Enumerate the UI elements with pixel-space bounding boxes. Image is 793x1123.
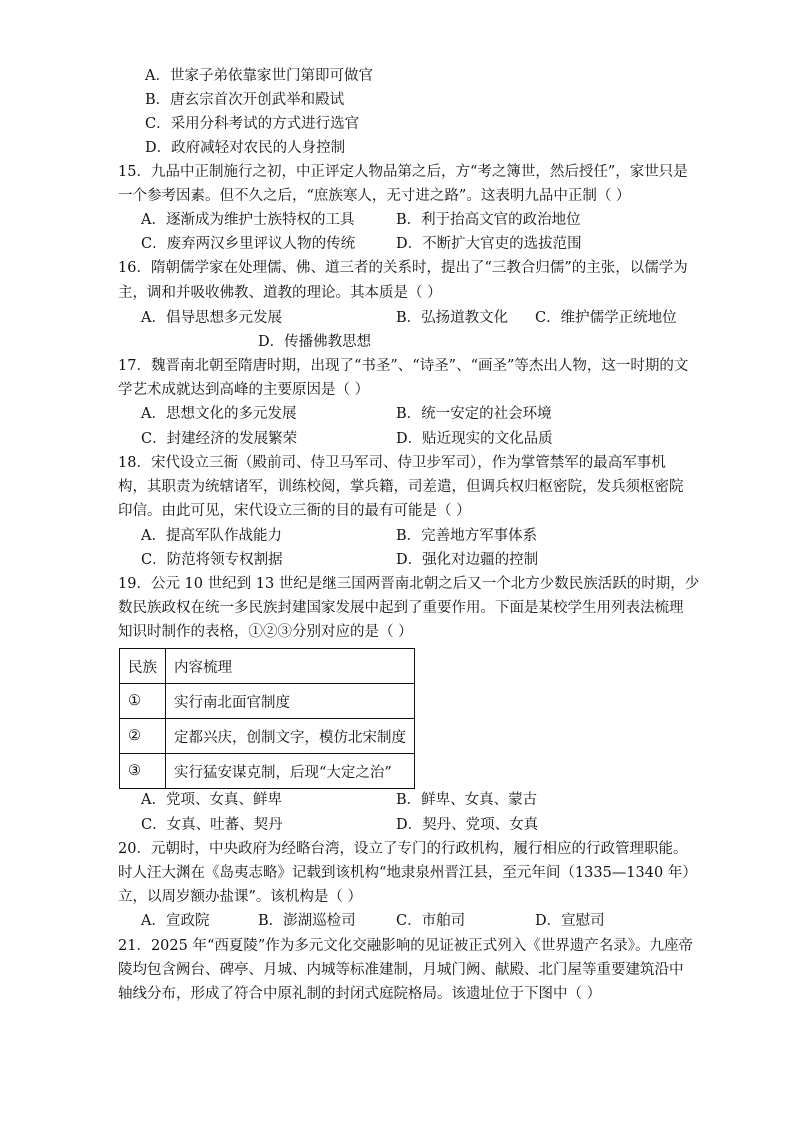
q19-knowledge-table [119,648,415,789]
table-header-ethnic-group: 民族 [120,649,166,684]
q20-option-b[interactable]: B．澎湖巡检司 [258,913,356,929]
q16-option-d[interactable]: D．传播佛教思想 [258,334,372,350]
q14-option-d[interactable]: D．政府减轻对农民的人身控制 [145,140,346,156]
q20-stem-line-3: 立，以周岁额办盐课”。该机构是（ ） [118,889,363,905]
q14-option-a[interactable]: A．世家子弟依靠家世门第即可做官 [145,68,373,84]
q15-option-d[interactable]: D．不断扩大官吏的选拔范围 [396,236,582,252]
table-cell-marker: ① [120,684,166,719]
q16-option-c[interactable]: C．维护儒学正统地位 [535,310,677,326]
q21-stem-line-1: 21．2025 年“西夏陵”作为多元文化交融影响的见证被正式列入《世界遗产名录》。九座帝 [118,938,694,954]
q19-stem-line-3: 知识时制作的表格，①②③分别对应的是（ ） [118,624,413,640]
q14-option-b[interactable]: B．唐玄宗首次开创武举和殿试 [145,92,345,108]
q19-option-b[interactable]: B．鲜卑、女真、蒙古 [396,792,538,808]
q16-stem-line-1: 16．隋朝儒学家在处理儒、佛、道三者的关系时，提出了“三教合归儒”的主张，以儒学为 [118,260,688,276]
table-header-row [120,649,415,684]
q21-stem-line-3: 轴线分布，形成了符合中原礼制的封闭式庭院格局。该遗址位于下图中（ ） [118,986,602,1002]
q17-option-b[interactable]: B．统一安定的社会环境 [396,406,552,422]
q20-option-a[interactable]: A．宣政院 [141,913,210,929]
q18-option-a[interactable]: A．提高军队作战能力 [141,528,282,544]
q18-option-c[interactable]: C．防范将领专权割据 [141,552,283,568]
q20-option-c[interactable]: C．市舶司 [396,913,466,929]
q19-stem-line-2: 数民族政权在统一多民族封建国家发展中起到了重要作用。下面是某校学生用列表法梳理 [118,600,684,616]
q18-stem-line-3: 印信。由此可见，宋代设立三衙的目的最有可能是（ ） [118,503,471,519]
q17-stem-line-2: 学艺术成就达到高峰的主要原因是（ ） [118,382,370,398]
q18-option-b[interactable]: B．完善地方军事体系 [396,528,538,544]
q17-stem-line-1: 17．魏晋南北朝至隋唐时期，出现了“书圣”、“诗圣”、“画圣”等杰出人物，这一时期的文 [118,358,689,374]
table-row [120,754,415,789]
table-cell-content: 定都兴庆，创制文字，模仿北宋制度 [166,719,415,754]
q14-option-c[interactable]: C．采用分科考试的方式进行选官 [145,116,360,132]
q21-stem-line-2: 陵均包含阙台、碑亭、月城、内城等标准建制，月城门阙、献殿、北门屋等重要建筑沿中 [118,962,684,978]
q18-stem-line-1: 18．宋代设立三衙（殿前司、侍卫马军司、侍卫步军司），作为掌管禁军的最高军事机 [118,455,666,471]
table-cell-content: 实行南北面官制度 [166,684,415,719]
q15-option-b[interactable]: B．利于抬高文官的政治地位 [396,212,581,228]
q18-stem-line-2: 构，其职责为统辖诸军，训练校阅，掌兵籍，司差遣，但调兵权归枢密院，发兵须枢密院 [118,479,684,495]
table-cell-marker: ② [120,719,166,754]
q18-option-d[interactable]: D．强化对边疆的控制 [396,552,539,568]
q15-option-c[interactable]: C．废弃两汉乡里评议人物的传统 [141,236,356,252]
q17-option-a[interactable]: A．思想文化的多元发展 [141,406,297,422]
q20-option-d[interactable]: D．宣慰司 [535,913,605,929]
q17-option-c[interactable]: C．封建经济的发展繁荣 [141,431,298,447]
q15-option-a[interactable]: A．逐渐成为维护士族特权的工具 [141,212,355,228]
q20-stem-line-1: 20．元朝时，中央政府为经略台湾，设立了专门的行政机构，履行相应的行政管理职能。 [118,841,688,857]
q19-option-d[interactable]: D．契丹、党项、女真 [396,817,539,833]
q19-option-a[interactable]: A．党项、女真、鲜卑 [141,792,282,808]
q17-option-d[interactable]: D．贴近现实的文化品质 [396,431,553,447]
table-row [120,719,415,754]
q19-option-c[interactable]: C．女真、吐蕃、契丹 [141,817,283,833]
table-cell-content: 实行猛安谋克制，后现“大定之治” [166,754,415,789]
q16-stem-line-2: 主，调和并吸收佛教、道教的理论。其本质是（ ） [118,285,442,301]
table-cell-marker: ③ [120,754,166,789]
q15-stem-line-2: 一个参考因素。但不久之后，“庶族寒人，无寸进之路”。这表明九品中正制（ ） [118,188,631,204]
table-row [120,684,415,719]
table-header-content: 内容梳理 [166,649,415,684]
q15-stem-line-1: 15．九品中正制施行之初，中正评定人物品第之后，方“考之簿世，然后授任”，家世只是 [118,164,688,180]
q20-stem-line-2: 时人汪大渊在《岛夷志略》记载到该机构“地隶泉州晋江县，至元年间（1335—1340 年） [118,865,697,881]
q16-option-b[interactable]: B．弘扬道教文化 [396,310,509,326]
q19-stem-line-1: 19．公元 10 世纪到 13 世纪是继三国两晋南北朝之后又一个北方少数民族活跃的时期，少 [118,576,700,592]
q16-option-a[interactable]: A．倡导思想多元发展 [141,310,282,326]
